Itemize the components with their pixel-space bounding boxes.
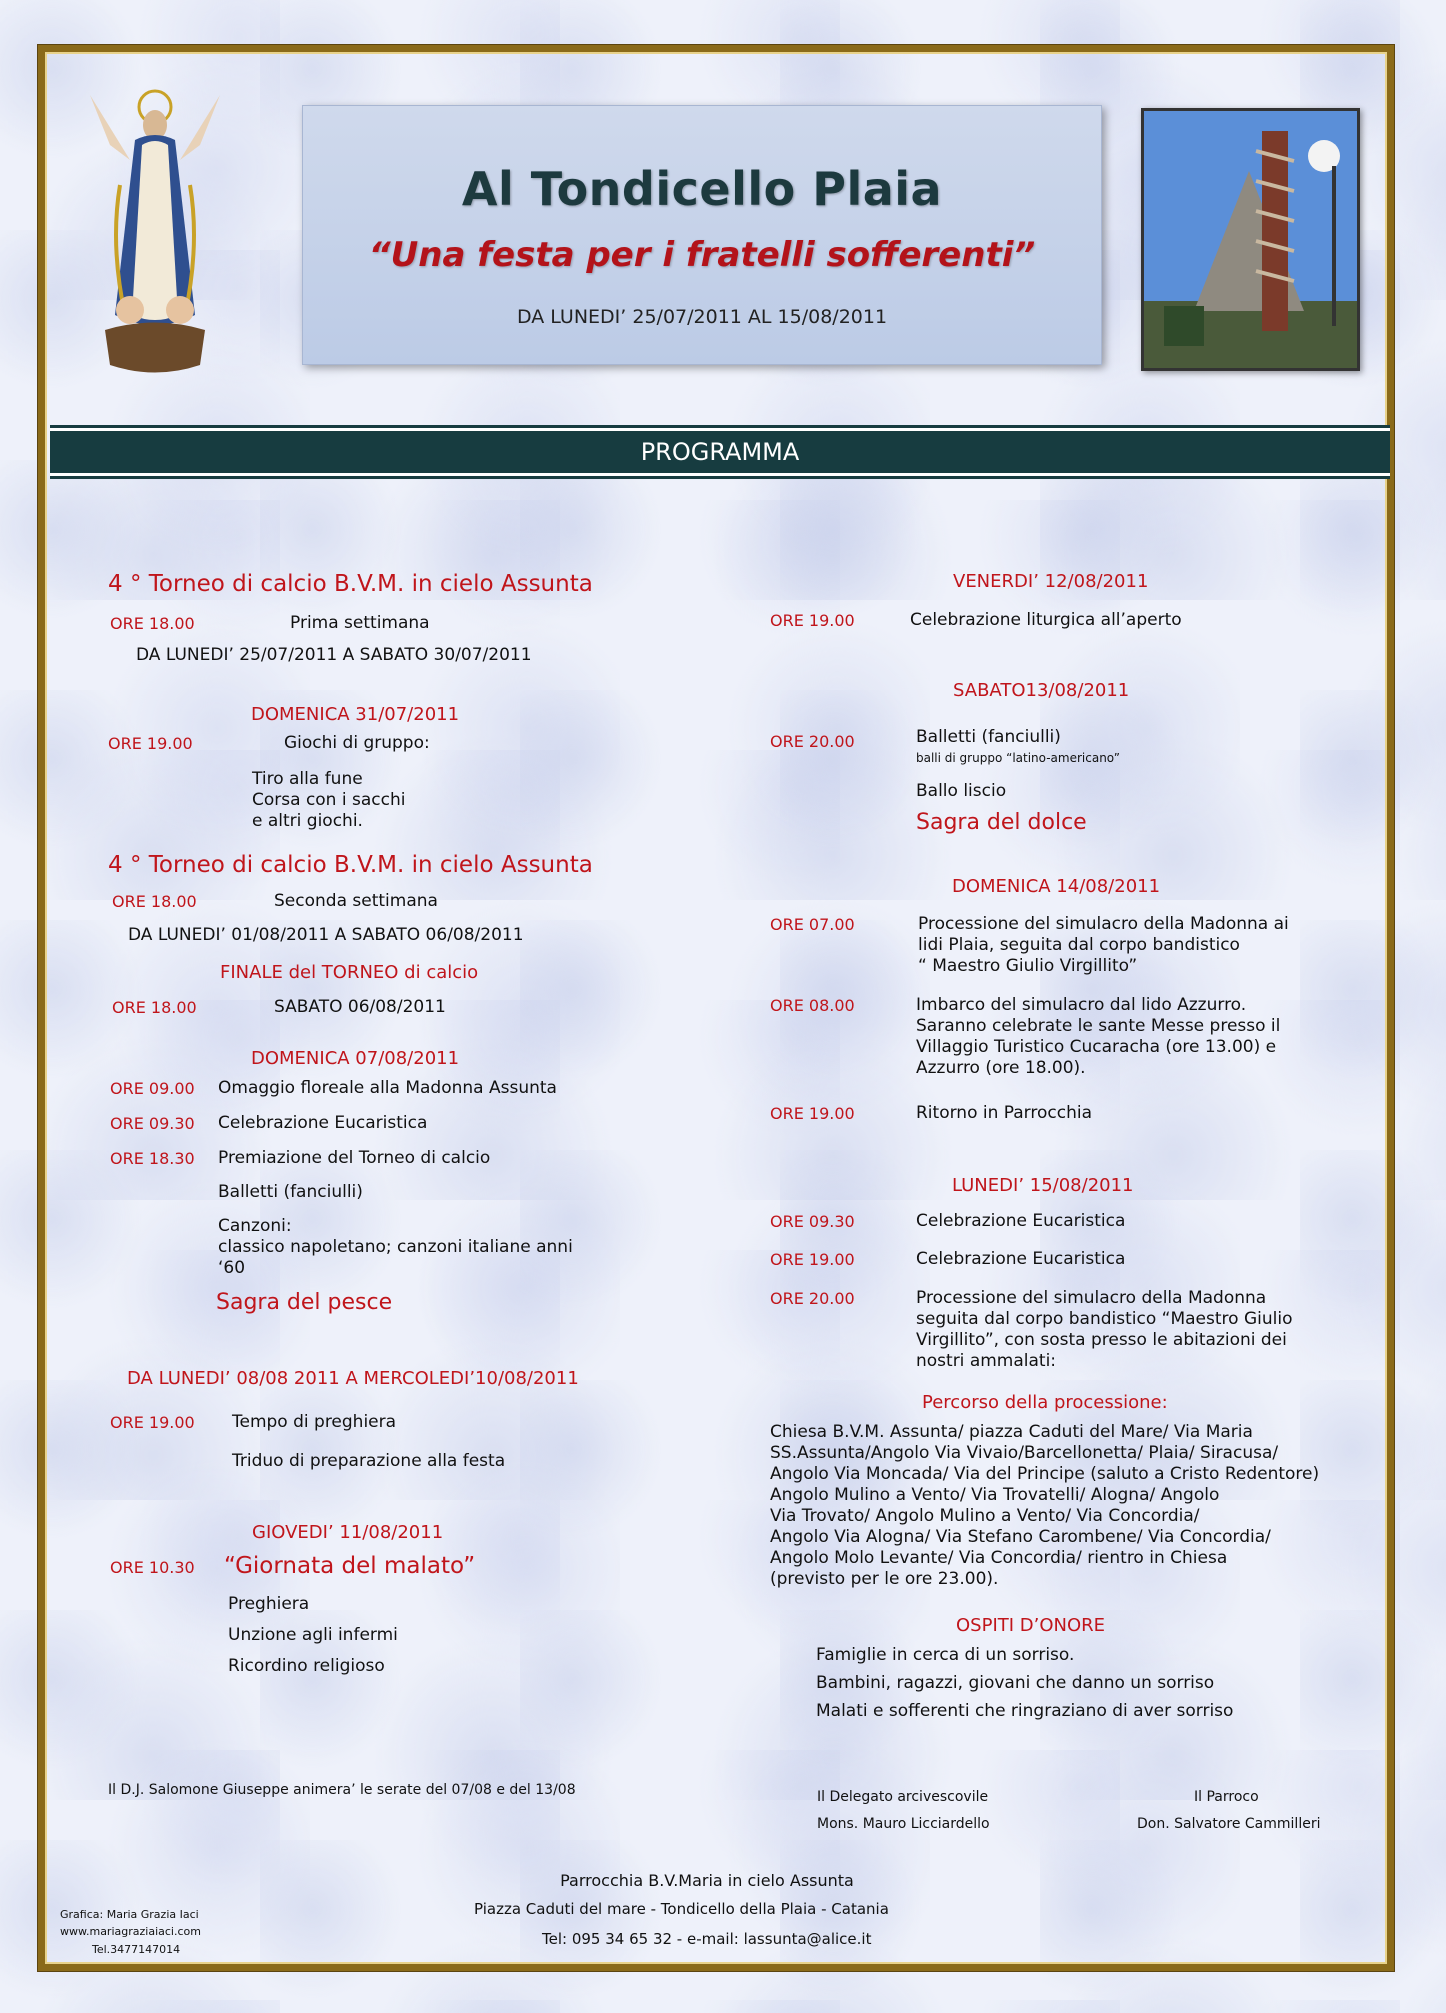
gio11-title: GIOVEDI’ 11/08/2011 [252, 1522, 444, 1543]
subtitle: “Una festa per i fratelli sofferenti” [368, 235, 1036, 275]
dom14-title: DOMENICA 14/08/2011 [952, 876, 1161, 897]
finale-time: ORE 18.00 [112, 998, 197, 1017]
dal08-title: DA LUNEDI’ 08/08 2011 A MERCOLEDI’10/08/2011 [127, 1368, 579, 1389]
gio11-line3: Ricordino religioso [228, 1656, 385, 1676]
ospiti-line1: Famiglie in cerca di un sorriso. [816, 1645, 1075, 1665]
footer-line2: Piazza Caduti del mare - Tondicello della Plaia - Catania [474, 1900, 889, 1918]
credit-line3: Tel.3477147014 [92, 1943, 181, 1956]
title-box [302, 105, 1102, 365]
dom07-text5a: Canzoni: [218, 1216, 292, 1236]
percorso-line5: Via Trovato/ Angolo Mulino a Vento/ Via Concordia/ [770, 1506, 1200, 1526]
sab13-text1: Balletti (fanciulli) [916, 727, 1061, 747]
main-title: Al Tondicello Plaia [461, 162, 943, 216]
date-range: DA LUNEDI’ 25/07/2011 AL 15/08/2011 [516, 306, 888, 328]
footer-line1: Parrocchia B.V.Maria in cielo Assunta [560, 1871, 854, 1890]
dom14-text1c: “ Maestro Giulio Virgillito” [918, 956, 1138, 976]
torneo2-text: Seconda settimana [274, 891, 438, 911]
sagra-dolce: Sagra del dolce [916, 810, 1087, 835]
dom07-text5c: ‘60 [218, 1258, 246, 1278]
finale-text: SABATO 06/08/2011 [274, 997, 446, 1017]
dom14-text3: Ritorno in Parrocchia [916, 1103, 1092, 1123]
torneo2-title: 4 ° Torneo di calcio B.V.M. in cielo Assunta [108, 852, 593, 878]
credit-line2: www.mariagraziaiaci.com [60, 1925, 201, 1938]
dom07-time3: ORE 18.30 [110, 1149, 195, 1168]
dom14-text2a: Imbarco del simulacro dal lido Azzurro. [916, 995, 1247, 1015]
sab13-time: ORE 20.00 [770, 732, 855, 751]
gio11-line2: Unzione agli infermi [228, 1625, 398, 1645]
dom14-time3: ORE 19.00 [770, 1104, 855, 1123]
sab13-text2: Ballo liscio [916, 781, 1007, 801]
lun15-text1: Celebrazione Eucaristica [916, 1211, 1126, 1231]
dom07-time1: ORE 09.00 [110, 1079, 195, 1098]
torneo1-text: Prima settimana [290, 613, 430, 633]
gio11-text: “Giornata del malato” [224, 1553, 476, 1579]
percorso-line1: Chiesa B.V.M. Assunta/ piazza Caduti del Mare/ Via Maria [770, 1422, 1253, 1442]
dal08-text1: Tempo di preghiera [232, 1412, 397, 1432]
dom07-text4: Balletti (fanciulli) [218, 1182, 363, 1202]
ven12-text: Celebrazione liturgica all’aperto [910, 610, 1182, 630]
lun15-time1: ORE 09.30 [770, 1212, 855, 1231]
percorso-title: Percorso della processione: [922, 1392, 1168, 1413]
ven12-title: VENERDI’ 12/08/2011 [953, 571, 1149, 592]
percorso-line6: Angolo Via Alogna/ Via Stefano Carombene/ Via Concordia/ [770, 1527, 1271, 1547]
sab13-title: SABATO13/08/2011 [953, 680, 1130, 701]
parroco-name: Don. Salvatore Cammilleri [1137, 1816, 1321, 1832]
lun15-text2: Celebrazione Eucaristica [916, 1249, 1126, 1269]
dom14-text2b: Saranno celebrate le sante Messe presso il [916, 1016, 1281, 1036]
sab13-text1b: balli di gruppo “latino-americano” [916, 751, 1120, 765]
delegato-role: Il Delegato arcivescovile [817, 1789, 989, 1805]
ven12-time: ORE 19.00 [770, 611, 855, 630]
finale-title: FINALE del TORNEO di calcio [220, 962, 479, 983]
dom14-text1b: lidi Plaia, seguita dal corpo bandistico [918, 935, 1240, 955]
dom07-text1: Omaggio floreale alla Madonna Assunta [218, 1078, 557, 1098]
lun15-text3d: nostri ammalati: [916, 1351, 1057, 1371]
dom07-text2: Celebrazione Eucaristica [218, 1113, 428, 1133]
torneo1-dates: DA LUNEDI’ 25/07/2011 A SABATO 30/07/2011 [136, 645, 532, 665]
gio11-line1: Preghiera [228, 1594, 310, 1614]
ospiti-line3: Malati e sofferenti che ringraziano di aver sorriso [816, 1701, 1234, 1721]
sagra-pesce: Sagra del pesce [216, 1290, 393, 1315]
lun15-time3: ORE 20.00 [770, 1289, 855, 1308]
dal08-time: ORE 19.00 [110, 1413, 195, 1432]
dom14-time2: ORE 08.00 [770, 996, 855, 1015]
dom07-text3: Premiazione del Torneo di calcio [218, 1148, 491, 1168]
torneo1-title: 4 ° Torneo di calcio B.V.M. in cielo Assunta [108, 571, 593, 597]
dom31-text: Giochi di gruppo: [284, 733, 430, 753]
percorso-line3: Angolo Via Moncada/ Via del Principe (saluto a Cristo Redentore) [770, 1464, 1320, 1484]
gio11-time: ORE 10.30 [110, 1558, 195, 1577]
dom07-title: DOMENICA 07/08/2011 [251, 1048, 460, 1069]
dom07-time2: ORE 09.30 [110, 1114, 195, 1133]
lun15-text3c: Virgillito”, con sosta presso le abitazioni dei [916, 1330, 1287, 1350]
torneo1-time: ORE 18.00 [110, 614, 195, 633]
dom31-time: ORE 19.00 [108, 734, 193, 753]
credit-line1: Grafica: Maria Grazia Iaci [60, 1908, 199, 1921]
percorso-line4: Angolo Mulino a Vento/ Via Trovatelli/ Alogna/ Angolo [770, 1485, 1220, 1505]
dal08-text2: Triduo di preparazione alla festa [232, 1451, 506, 1471]
church-photo [1141, 108, 1360, 371]
ospiti-title: OSPITI D’ONORE [956, 1615, 1106, 1636]
lun15-time2: ORE 19.00 [770, 1250, 855, 1269]
torneo2-dates: DA LUNEDI’ 01/08/2011 A SABATO 06/08/2011 [128, 925, 524, 945]
ospiti-line2: Bambini, ragazzi, giovani che danno un sorriso [816, 1673, 1215, 1693]
dj-note: Il D.J. Salomone Giuseppe animera’ le serate del 07/08 e del 13/08 [108, 1782, 576, 1798]
percorso-line2: SS.Assunta/Angolo Via Vivaio/Barcellonetta/ Plaia/ Siracusa/ [770, 1443, 1279, 1463]
dom31-line1: Tiro alla fune [252, 769, 363, 789]
parroco-role: Il Parroco [1194, 1789, 1259, 1805]
lun15-text3a: Processione del simulacro della Madonna [916, 1288, 1267, 1308]
percorso-line8: (previsto per le ore 23.00). [770, 1569, 999, 1589]
dom14-text1a: Processione del simulacro della Madonna ai [918, 914, 1289, 934]
dom31-line2: Corsa con i sacchi [252, 790, 406, 810]
madonna-statue-image [80, 85, 230, 385]
delegato-name: Mons. Mauro Licciardello [817, 1816, 990, 1832]
dom07-text5b: classico napoletano; canzoni italiane anni [218, 1237, 573, 1257]
lun15-text3b: seguita dal corpo bandistico “Maestro Giulio [916, 1309, 1293, 1329]
lun15-title: LUNEDI’ 15/08/2011 [952, 1175, 1134, 1196]
torneo2-time: ORE 18.00 [112, 892, 197, 911]
dom31-title: DOMENICA 31/07/2011 [251, 704, 460, 725]
programma-bar: PROGRAMMA [50, 428, 1390, 476]
dom14-text2d: Azzurro (ore 18.00). [916, 1058, 1086, 1078]
percorso-line7: Angolo Molo Levante/ Via Concordia/ rientro in Chiesa [770, 1548, 1228, 1568]
dom14-text2c: Villaggio Turistico Cucaracha (ore 13.00) e [916, 1037, 1277, 1057]
dom14-time1: ORE 07.00 [770, 915, 855, 934]
dom31-line3: e altri giochi. [252, 811, 363, 831]
footer-line3: Tel: 095 34 65 32 - e-mail: lassunta@alice.it [542, 1930, 872, 1948]
